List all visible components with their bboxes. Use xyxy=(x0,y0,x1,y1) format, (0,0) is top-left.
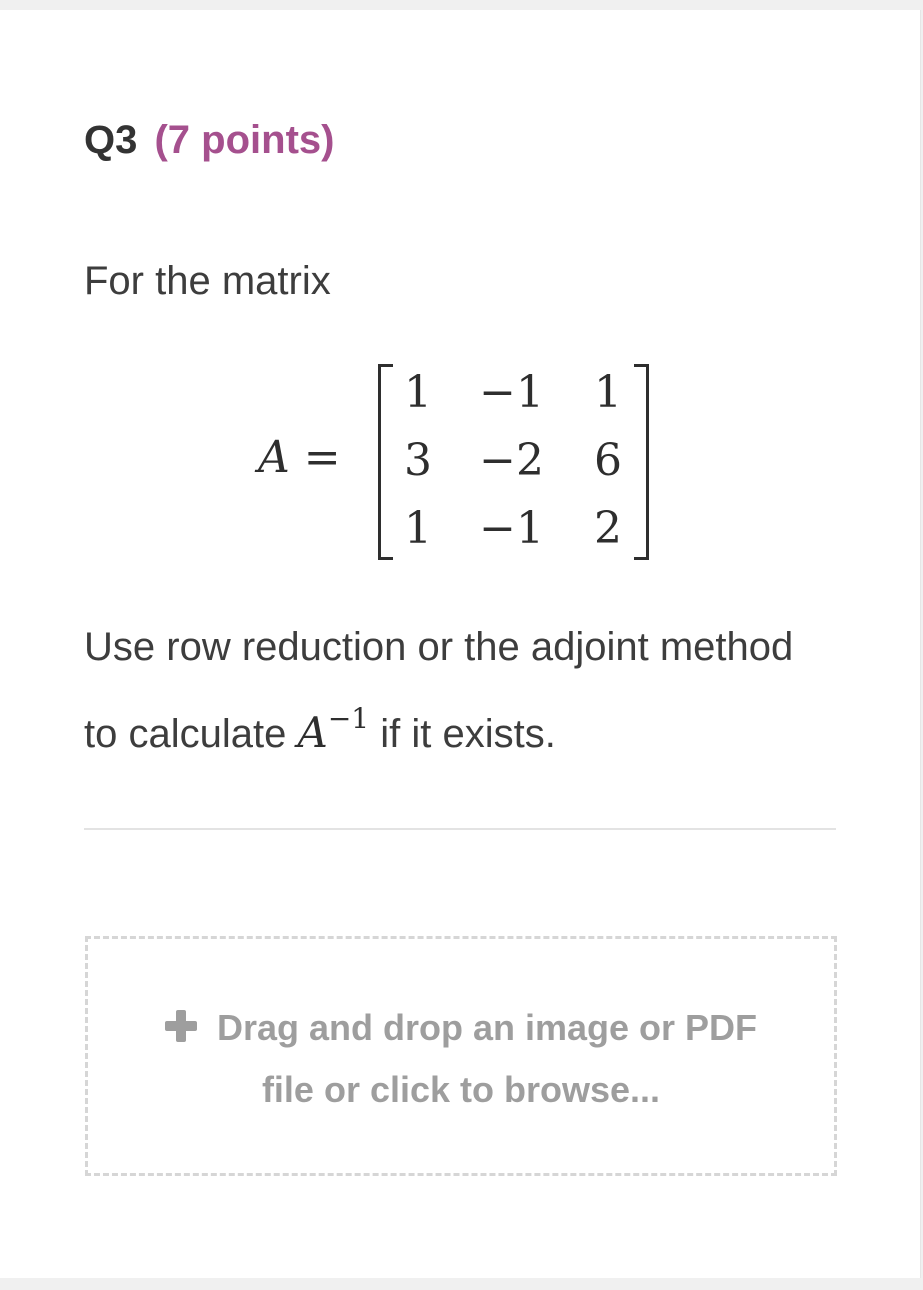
file-upload-dropzone[interactable] xyxy=(85,936,837,1176)
section-divider xyxy=(84,828,836,830)
instructions-before: to calculate xyxy=(84,712,287,756)
dropzone-label-1: Drag and drop an image or PDF xyxy=(216,1007,758,1048)
question-header xyxy=(84,118,334,163)
inverse-exponent: −1 xyxy=(327,702,370,735)
matrix-cell-r1c1: 1 xyxy=(404,367,432,418)
instructions-line-2 xyxy=(84,685,844,772)
dropzone-text[interactable] xyxy=(88,997,834,1121)
dropzone-line-2: file or click to browse... xyxy=(261,1069,661,1110)
matrix-cell-r2c2: −2 xyxy=(479,435,544,486)
matrix-cell-r1c3: 1 xyxy=(594,367,622,418)
matrix-cell-r3c3: 2 xyxy=(594,503,622,554)
matrix-cell-r3c1: 1 xyxy=(404,503,432,554)
plus-icon xyxy=(165,1010,197,1042)
dropzone-line-1 xyxy=(88,997,834,1059)
matrix-equation xyxy=(258,364,658,558)
matrix-lhs xyxy=(258,432,341,483)
matrix-cell-r2c1: 3 xyxy=(404,435,432,486)
matrix-cell-r3c2: −1 xyxy=(479,503,544,554)
question-instructions xyxy=(84,610,844,772)
matrix-cell-r1c2: −1 xyxy=(479,367,544,418)
equals-sign: = xyxy=(303,432,341,483)
matrix-name: A xyxy=(258,432,290,483)
matrix-left-bracket xyxy=(378,364,393,560)
instructions-line-1: Use row reduction or the adjoint method xyxy=(84,625,794,669)
question-card xyxy=(0,10,921,1278)
inverse-base: A xyxy=(297,708,328,757)
matrix-right-bracket xyxy=(634,364,649,560)
question-points: (7 points) xyxy=(154,118,335,162)
question-label: Q3 xyxy=(84,118,138,162)
instructions-after: if it exists. xyxy=(380,712,556,756)
question-intro: For the matrix xyxy=(84,259,331,303)
matrix-cell-r2c3: 6 xyxy=(594,435,622,486)
inverse-expression xyxy=(297,702,370,757)
